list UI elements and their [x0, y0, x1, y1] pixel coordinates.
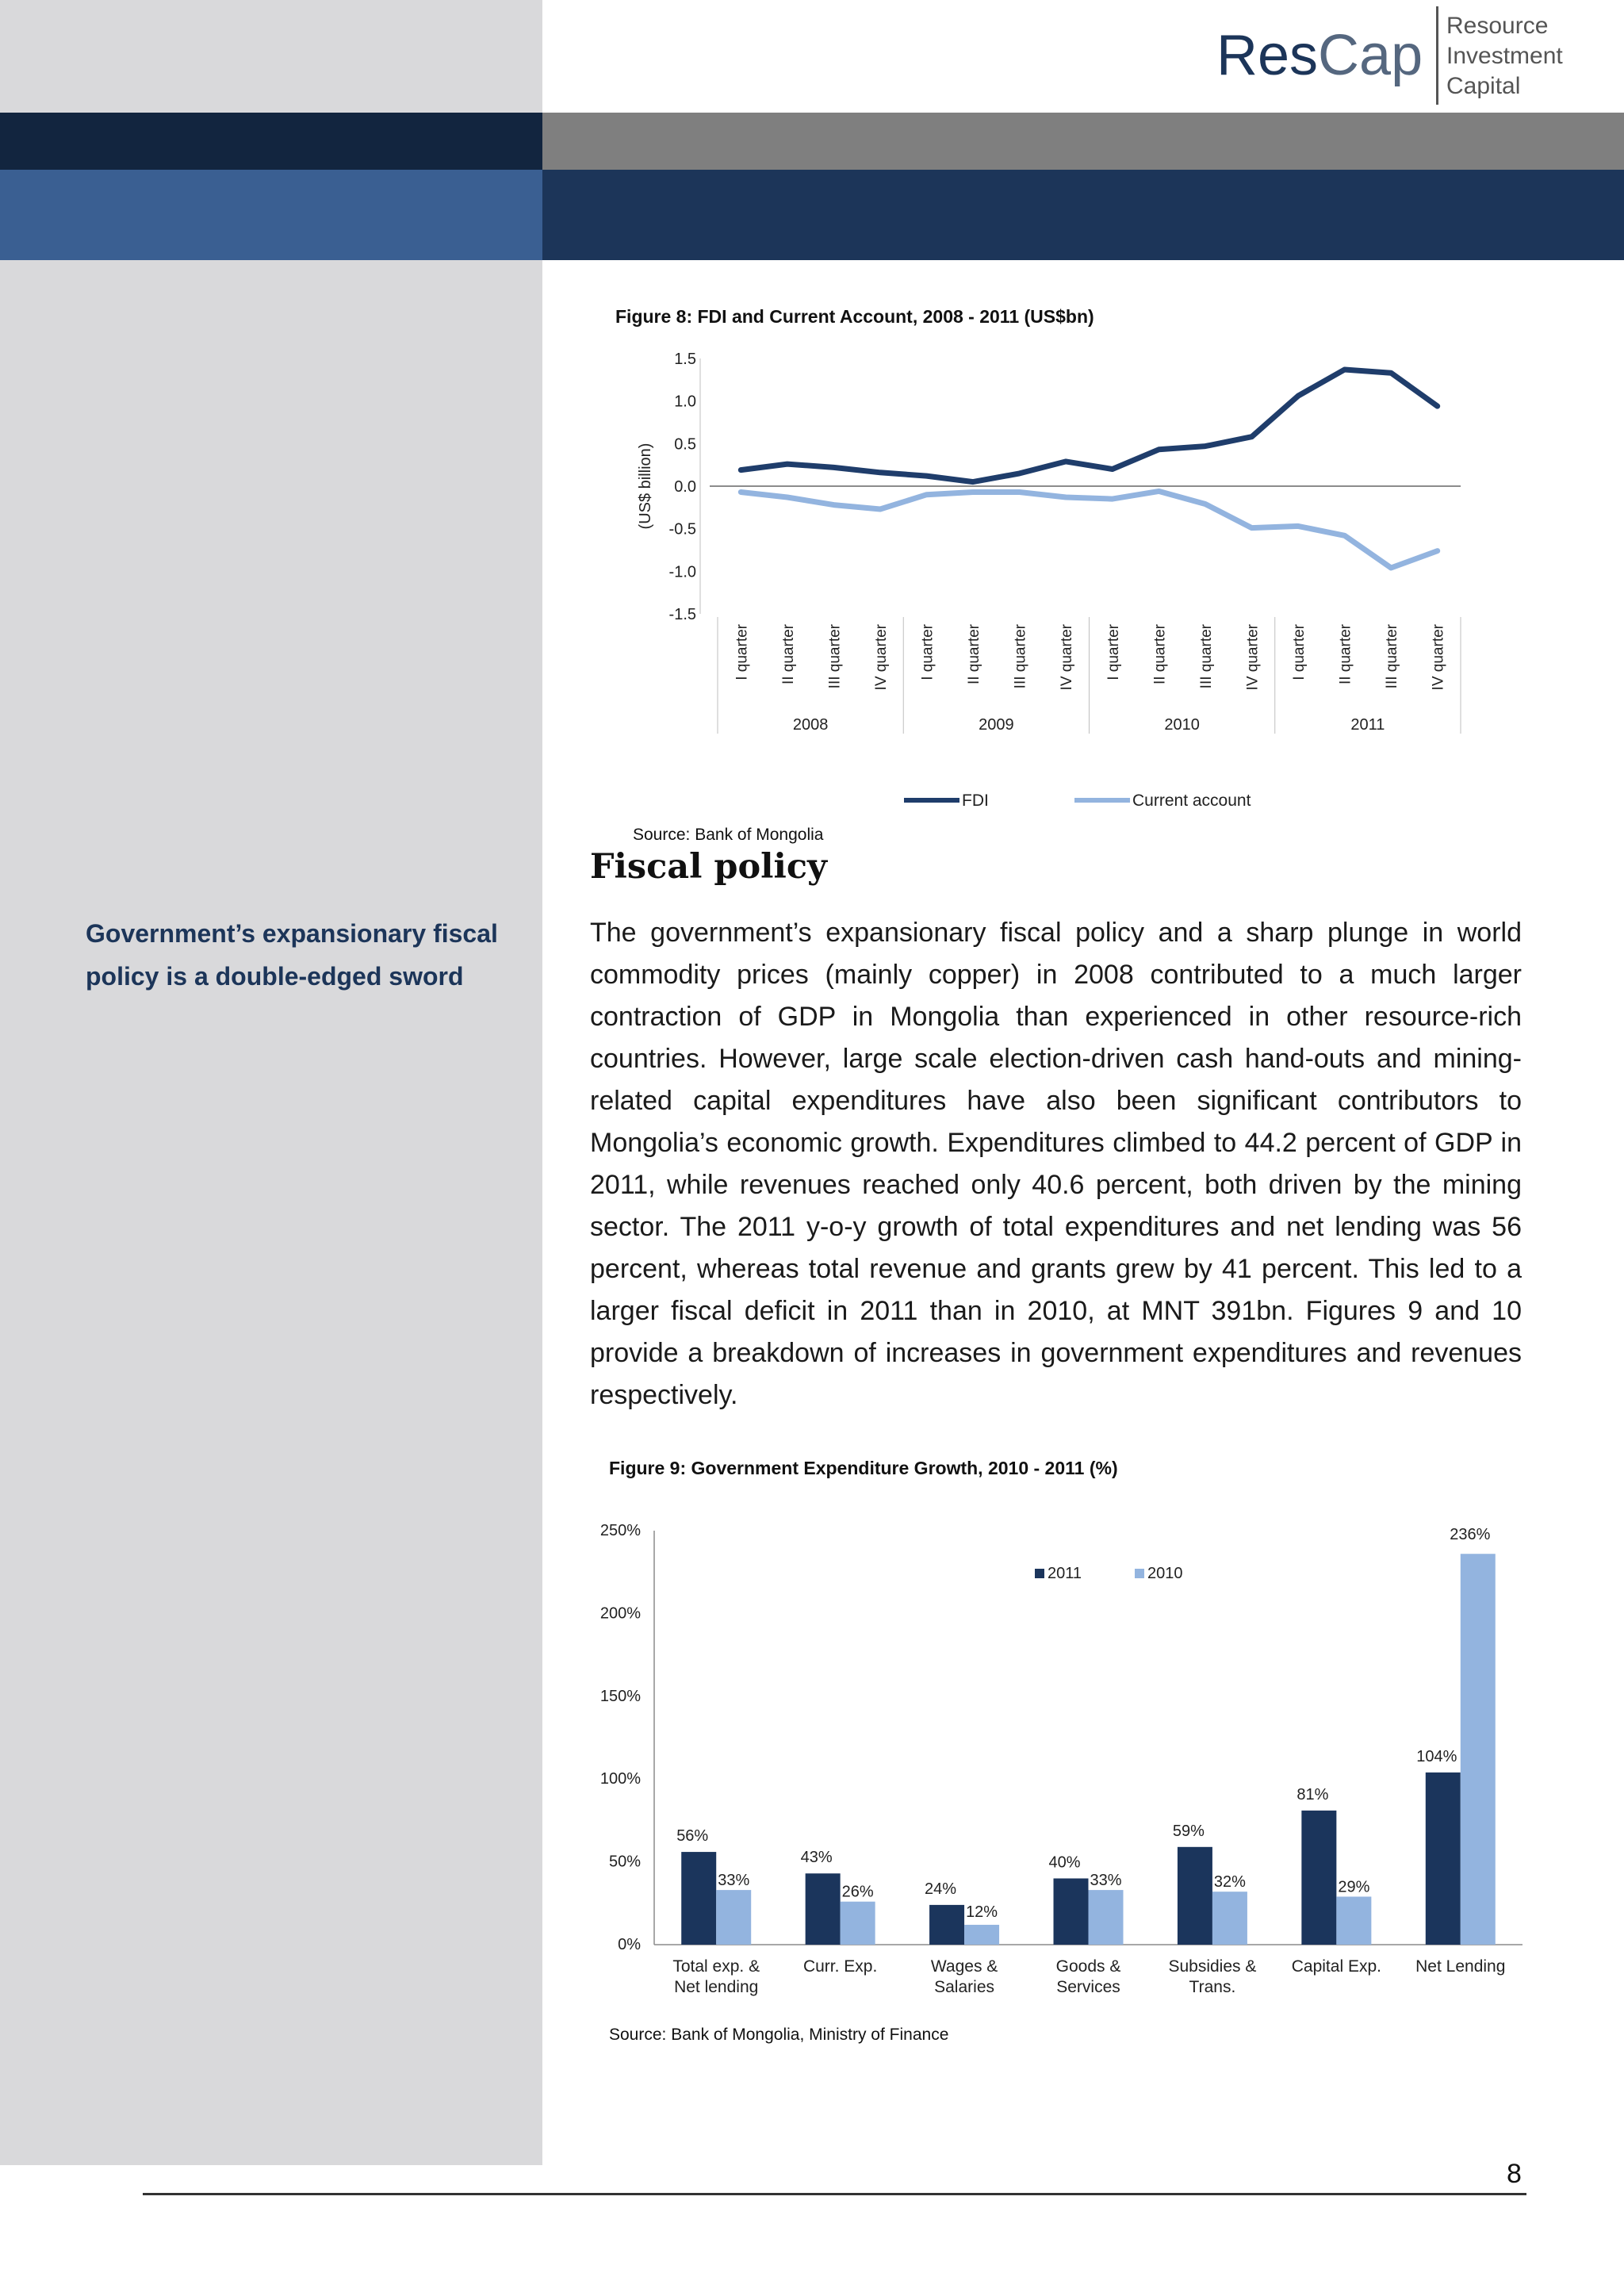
- left-sidebar-panel: [0, 0, 542, 2165]
- category-label: Net lending: [674, 1978, 759, 1996]
- legend-swatch: [1035, 1569, 1044, 1578]
- header-bar-gray: [542, 113, 1624, 170]
- y-tick-label: 100%: [599, 1770, 641, 1788]
- data-label: 236%: [1450, 1526, 1491, 1544]
- quarter-label: III quarter: [1384, 624, 1401, 689]
- logo-tagline: [1446, 11, 1563, 102]
- y-tick-label: -1.0: [668, 563, 696, 581]
- category-label: Subsidies &: [1168, 1957, 1257, 1976]
- quarter-label: IV quarter: [872, 624, 890, 691]
- y-tick-label: 50%: [608, 1853, 641, 1871]
- y-tick-label: 0.5: [674, 435, 696, 454]
- footer-rule: [143, 2193, 1526, 2195]
- figure-9-title: Figure 9: Government Expenditure Growth, 2010 - 2011 (%): [609, 1458, 1118, 1478]
- category-label: Services: [1056, 1978, 1120, 1996]
- series-line-current-account: [741, 491, 1437, 568]
- data-label: 59%: [1172, 1822, 1205, 1840]
- data-label: 56%: [676, 1827, 709, 1846]
- y-tick-label: 0%: [618, 1936, 641, 1953]
- category-label: Trans.: [1189, 1978, 1236, 1996]
- year-label: 2009: [979, 716, 1014, 734]
- quarter-label: I quarter: [1291, 624, 1308, 680]
- bar-2011: [1054, 1878, 1089, 1945]
- data-label: 40%: [1048, 1853, 1081, 1872]
- bar-2011: [1426, 1773, 1461, 1945]
- bar-2010: [1336, 1896, 1371, 1945]
- bar-2010: [1212, 1892, 1247, 1945]
- quarter-label: IV quarter: [1430, 624, 1447, 691]
- tagline-line: Investment: [1446, 43, 1563, 69]
- year-label: 2010: [1164, 716, 1200, 734]
- bar-2010: [1089, 1890, 1124, 1945]
- section-title: Fiscal policy: [590, 847, 828, 887]
- data-label: 33%: [718, 1872, 750, 1890]
- series-line-fdi: [741, 370, 1437, 482]
- quarter-label: I quarter: [1105, 624, 1122, 680]
- header-band-blue: [0, 170, 542, 260]
- quarter-label: III quarter: [1012, 624, 1029, 689]
- data-label: 81%: [1297, 1785, 1329, 1803]
- category-label: Salaries: [934, 1978, 995, 1996]
- figure-8-source: Source: Bank of Mongolia: [633, 826, 824, 844]
- quarter-label: I quarter: [733, 624, 751, 680]
- quarter-label: IV quarter: [1059, 624, 1076, 691]
- legend-swatch: [1135, 1569, 1144, 1578]
- y-tick-label: 1.5: [674, 351, 696, 368]
- quarter-label: III quarter: [826, 624, 844, 689]
- bar-2010: [1461, 1554, 1496, 1945]
- figure-8-title: Figure 8: FDI and Current Account, 2008 - 2011 (US$bn): [615, 306, 1094, 327]
- y-tick-label: -0.5: [668, 520, 696, 539]
- data-label: 24%: [925, 1880, 957, 1898]
- category-label: Goods &: [1055, 1957, 1121, 1976]
- figure-9-bar-chart: [587, 1507, 1530, 2014]
- figure-9-source: Source: Bank of Mongolia, Ministry of Finance: [609, 2026, 949, 2044]
- figure-8-line-chart: [603, 333, 1491, 809]
- quarter-label: III quarter: [1197, 624, 1215, 689]
- y-tick-label: 150%: [599, 1687, 641, 1705]
- y-axis-title: (US$ billion): [637, 443, 654, 530]
- y-tick-label: 1.0: [674, 393, 696, 411]
- legend-label: 2011: [1048, 1565, 1082, 1582]
- bar-2011: [806, 1873, 841, 1945]
- quarter-label: II quarter: [779, 624, 797, 685]
- header-bar-dark: [0, 113, 542, 170]
- bar-2011: [1301, 1811, 1336, 1945]
- logo-cap-text: Cap: [1318, 24, 1423, 87]
- data-label: 32%: [1213, 1873, 1246, 1892]
- logo-divider: [1436, 6, 1438, 105]
- page-number: 8: [1507, 2159, 1522, 2189]
- category-label: Total exp. &: [672, 1957, 760, 1976]
- bar-2010: [964, 1925, 999, 1945]
- legend-label: FDI: [962, 792, 989, 809]
- data-label: 29%: [1338, 1878, 1370, 1896]
- bar-2011: [681, 1852, 716, 1945]
- quarter-label: II quarter: [1151, 624, 1169, 685]
- data-label: 104%: [1416, 1747, 1457, 1765]
- bar-2011: [1178, 1847, 1212, 1945]
- bar-2010: [716, 1890, 751, 1945]
- category-label: Wages &: [930, 1957, 998, 1976]
- bar-2010: [841, 1902, 875, 1945]
- data-label: 26%: [841, 1883, 874, 1901]
- tagline-line: Resource: [1446, 13, 1549, 39]
- category-label: Curr. Exp.: [802, 1957, 878, 1976]
- data-label: 43%: [800, 1849, 833, 1867]
- quarter-label: II quarter: [966, 624, 983, 685]
- y-tick-label: -1.5: [668, 606, 696, 623]
- quarter-label: II quarter: [1337, 624, 1354, 685]
- body-paragraph: The government’s expansionary fiscal policy and a sharp plunge in world commodity prices (mainly copper) in 2008 contributed to a much larger contraction of GDP in Mongolia than experienced in other resource-rich countries. However, large scale election-driven cash hand-outs and mining-related capital expenditures have also been significant contributors to Mongolia’s economic growth. Expenditures climbed to 44.2 percent of GDP in 2011, while revenues reached only 40.6 percent, both driven by the mining sector. The 2011 y-o-y growth of total expenditures and net lending was 56 percent, whereas total revenue and grants grew by 41 percent. This led to a larger fiscal deficit in 2011 than in 2010, at MNT 391bn. Figures 9 and 10 provide a breakdown of increases in government expenditures and revenues respectively.: [590, 918, 1522, 1410]
- category-label: Net Lending: [1415, 1957, 1506, 1976]
- data-label: 33%: [1090, 1872, 1122, 1890]
- logo-res-text: Res: [1216, 24, 1319, 87]
- y-tick-label: 0.0: [674, 478, 696, 496]
- quarter-label: IV quarter: [1244, 624, 1262, 691]
- y-tick-label: 250%: [599, 1522, 641, 1539]
- legend-label: 2010: [1147, 1565, 1183, 1582]
- quarter-label: I quarter: [919, 624, 936, 680]
- legend-label: Current account: [1132, 792, 1251, 809]
- sidebar-callout: Government’s expansionary fiscal policy is a double-edged sword: [86, 919, 498, 991]
- header-band-navy: [542, 170, 1624, 260]
- year-label: 2008: [792, 716, 829, 734]
- rescap-logo: [1216, 24, 1423, 87]
- category-label: Capital Exp.: [1291, 1957, 1381, 1976]
- y-tick-label: 200%: [599, 1604, 641, 1623]
- data-label: 12%: [966, 1903, 998, 1921]
- tagline-line: Capital: [1446, 73, 1521, 99]
- bar-2011: [929, 1905, 964, 1945]
- year-label: 2011: [1350, 716, 1385, 734]
